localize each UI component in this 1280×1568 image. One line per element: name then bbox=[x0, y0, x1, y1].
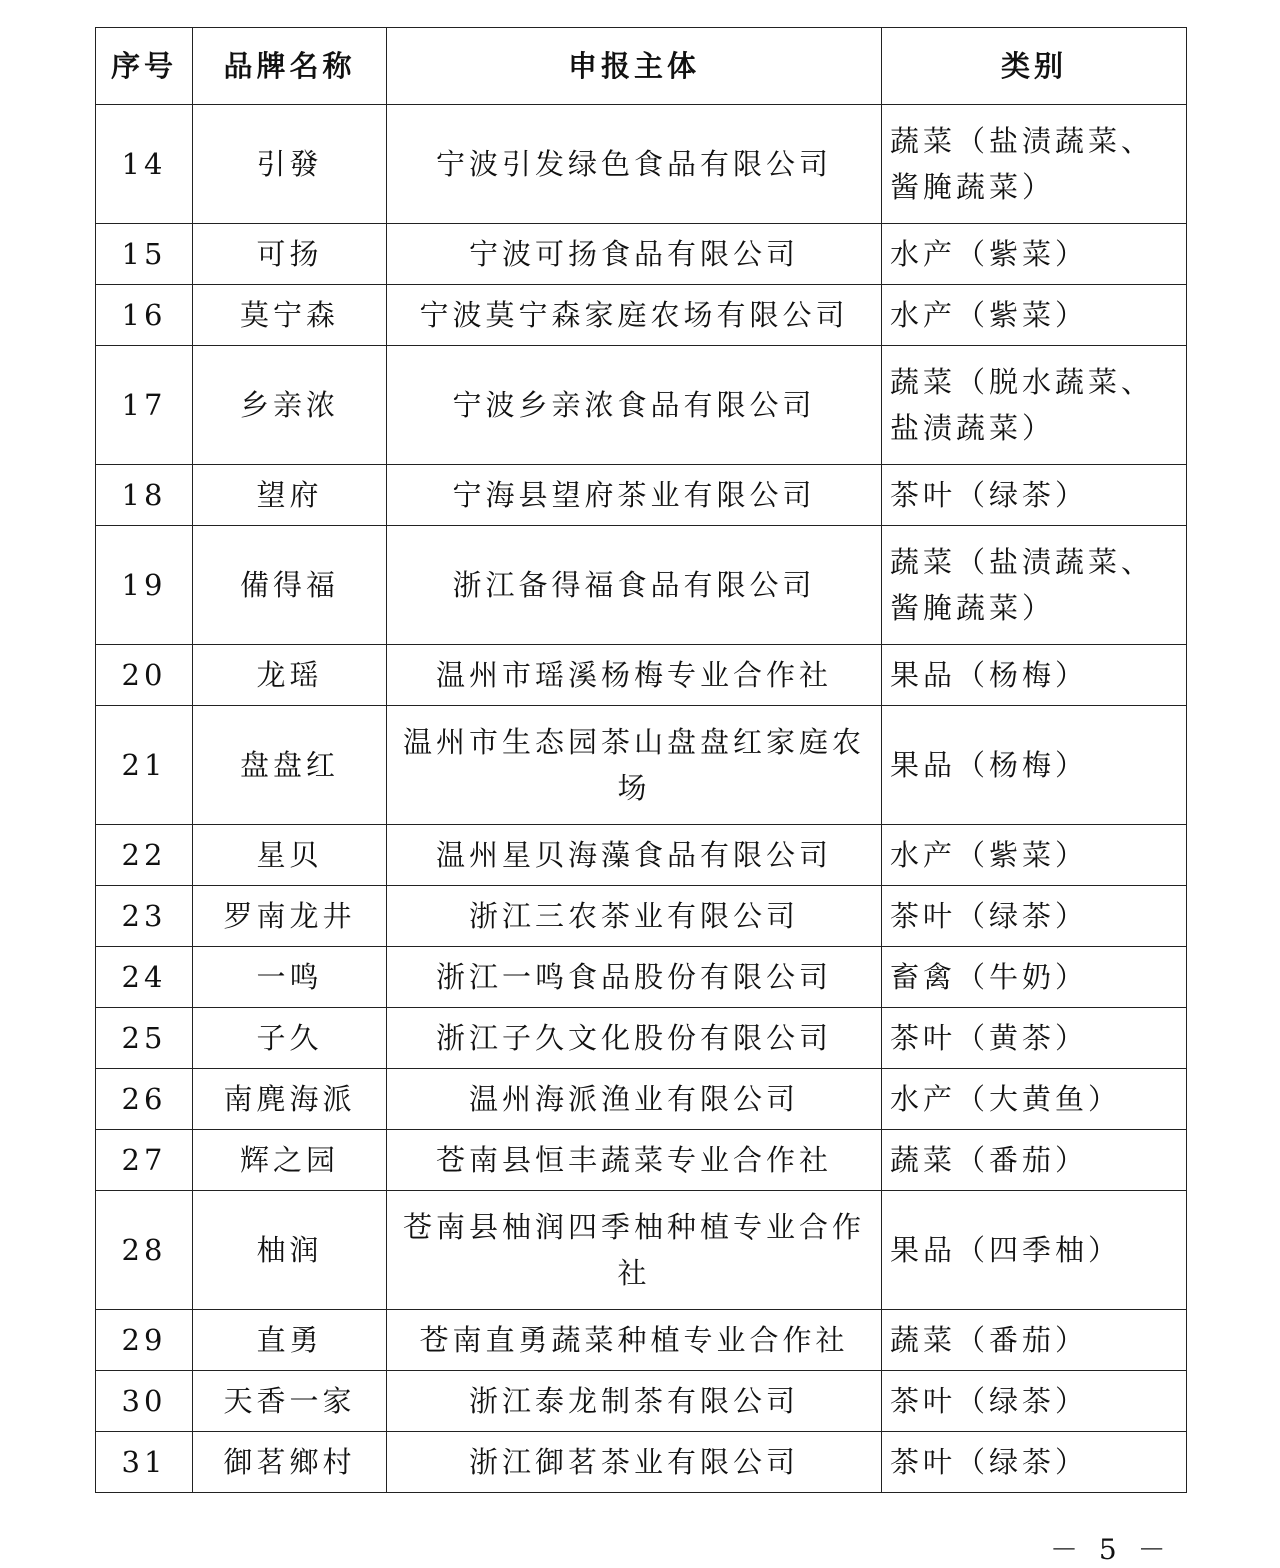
table-header-row bbox=[96, 28, 1187, 105]
table-row bbox=[96, 706, 1187, 825]
cell-brand-name: 莫宁森 bbox=[193, 285, 387, 346]
cell-applicant: 浙江一鸣食品股份有限公司 bbox=[387, 947, 882, 1008]
cell-serial-number: 23 bbox=[96, 886, 193, 947]
cell-brand-name: 盘盘红 bbox=[193, 706, 387, 825]
cell-applicant: 宁波乡亲浓食品有限公司 bbox=[387, 346, 882, 465]
cell-category: 茶叶（绿茶） bbox=[882, 886, 1187, 947]
header-category: 类别 bbox=[882, 28, 1187, 105]
cell-serial-number: 27 bbox=[96, 1130, 193, 1191]
cell-serial-number: 31 bbox=[96, 1432, 193, 1493]
cell-serial-number: 30 bbox=[96, 1371, 193, 1432]
cell-category: 蔬菜（番茄） bbox=[882, 1310, 1187, 1371]
cell-serial-number: 17 bbox=[96, 346, 193, 465]
cell-brand-name: 星贝 bbox=[193, 825, 387, 886]
cell-brand-name: 直勇 bbox=[193, 1310, 387, 1371]
cell-applicant: 宁波可扬食品有限公司 bbox=[387, 224, 882, 285]
cell-category: 畜禽（牛奶） bbox=[882, 947, 1187, 1008]
cell-applicant: 温州星贝海藻食品有限公司 bbox=[387, 825, 882, 886]
cell-applicant: 温州市生态园茶山盘盘红家庭农场 bbox=[387, 706, 882, 825]
cell-applicant: 苍南县恒丰蔬菜专业合作社 bbox=[387, 1130, 882, 1191]
table-row bbox=[96, 1008, 1187, 1069]
cell-serial-number: 26 bbox=[96, 1069, 193, 1130]
cell-category: 果品（杨梅） bbox=[882, 706, 1187, 825]
table-row bbox=[96, 1371, 1187, 1432]
table-row bbox=[96, 346, 1187, 465]
cell-applicant: 宁波莫宁森家庭农场有限公司 bbox=[387, 285, 882, 346]
table-row bbox=[96, 526, 1187, 645]
table-row bbox=[96, 825, 1187, 886]
cell-applicant: 宁波引发绿色食品有限公司 bbox=[387, 105, 882, 224]
table-row bbox=[96, 645, 1187, 706]
cell-brand-name: 可扬 bbox=[193, 224, 387, 285]
cell-category: 水产（紫菜） bbox=[882, 285, 1187, 346]
cell-applicant: 浙江三农茶业有限公司 bbox=[387, 886, 882, 947]
cell-brand-name: 辉之园 bbox=[193, 1130, 387, 1191]
cell-serial-number: 21 bbox=[96, 706, 193, 825]
header-applicant: 申报主体 bbox=[387, 28, 882, 105]
cell-serial-number: 19 bbox=[96, 526, 193, 645]
cell-applicant: 苍南县柚润四季柚种植专业合作社 bbox=[387, 1191, 882, 1310]
cell-serial-number: 29 bbox=[96, 1310, 193, 1371]
cell-serial-number: 28 bbox=[96, 1191, 193, 1310]
cell-serial-number: 22 bbox=[96, 825, 193, 886]
cell-category: 茶叶（黄茶） bbox=[882, 1008, 1187, 1069]
cell-brand-name: 柚润 bbox=[193, 1191, 387, 1310]
cell-brand-name: 乡亲浓 bbox=[193, 346, 387, 465]
header-serial-number: 序号 bbox=[96, 28, 193, 105]
cell-category: 水产（大黄鱼） bbox=[882, 1069, 1187, 1130]
cell-serial-number: 16 bbox=[96, 285, 193, 346]
table-row bbox=[96, 1191, 1187, 1310]
cell-category: 果品（杨梅） bbox=[882, 645, 1187, 706]
cell-brand-name: 南麂海派 bbox=[193, 1069, 387, 1130]
table-body bbox=[96, 105, 1187, 1493]
cell-brand-name: 天香一家 bbox=[193, 1371, 387, 1432]
cell-category: 蔬菜（番茄） bbox=[882, 1130, 1187, 1191]
cell-category: 水产（紫菜） bbox=[882, 825, 1187, 886]
cell-serial-number: 15 bbox=[96, 224, 193, 285]
cell-serial-number: 20 bbox=[96, 645, 193, 706]
cell-applicant: 浙江御茗茶业有限公司 bbox=[387, 1432, 882, 1493]
cell-applicant: 浙江备得福食品有限公司 bbox=[387, 526, 882, 645]
table-row bbox=[96, 105, 1187, 224]
cell-brand-name: 子久 bbox=[193, 1008, 387, 1069]
table-row bbox=[96, 285, 1187, 346]
cell-category: 茶叶（绿茶） bbox=[882, 465, 1187, 526]
header-brand-name: 品牌名称 bbox=[193, 28, 387, 105]
cell-applicant: 苍南直勇蔬菜种植专业合作社 bbox=[387, 1310, 882, 1371]
cell-applicant: 温州海派渔业有限公司 bbox=[387, 1069, 882, 1130]
cell-brand-name: 龙瑶 bbox=[193, 645, 387, 706]
cell-category: 水产（紫菜） bbox=[882, 224, 1187, 285]
page-number: － 5 － bbox=[1050, 1533, 1172, 1566]
table-row bbox=[96, 947, 1187, 1008]
cell-brand-name: 御茗鄉村 bbox=[193, 1432, 387, 1493]
cell-brand-name: 備得福 bbox=[193, 526, 387, 645]
table-row bbox=[96, 1432, 1187, 1493]
table-row bbox=[96, 886, 1187, 947]
cell-serial-number: 14 bbox=[96, 105, 193, 224]
table-row bbox=[96, 1069, 1187, 1130]
cell-brand-name: 一鸣 bbox=[193, 947, 387, 1008]
cell-brand-name: 罗南龙井 bbox=[193, 886, 387, 947]
cell-category: 茶叶（绿茶） bbox=[882, 1432, 1187, 1493]
cell-applicant: 温州市瑶溪杨梅专业合作社 bbox=[387, 645, 882, 706]
cell-applicant: 宁海县望府茶业有限公司 bbox=[387, 465, 882, 526]
cell-category: 茶叶（绿茶） bbox=[882, 1371, 1187, 1432]
table-row bbox=[96, 224, 1187, 285]
cell-category: 蔬菜（盐渍蔬菜、酱腌蔬菜） bbox=[882, 105, 1187, 224]
cell-category: 果品（四季柚） bbox=[882, 1191, 1187, 1310]
cell-serial-number: 25 bbox=[96, 1008, 193, 1069]
table-row bbox=[96, 465, 1187, 526]
table-row bbox=[96, 1310, 1187, 1371]
cell-serial-number: 18 bbox=[96, 465, 193, 526]
cell-category: 蔬菜（脱水蔬菜、盐渍蔬菜） bbox=[882, 346, 1187, 465]
table-row bbox=[96, 1130, 1187, 1191]
cell-applicant: 浙江子久文化股份有限公司 bbox=[387, 1008, 882, 1069]
cell-applicant: 浙江泰龙制茶有限公司 bbox=[387, 1371, 882, 1432]
brand-table bbox=[95, 27, 1187, 1493]
cell-brand-name: 引發 bbox=[193, 105, 387, 224]
cell-serial-number: 24 bbox=[96, 947, 193, 1008]
cell-category: 蔬菜（盐渍蔬菜、酱腌蔬菜） bbox=[882, 526, 1187, 645]
cell-brand-name: 望府 bbox=[193, 465, 387, 526]
